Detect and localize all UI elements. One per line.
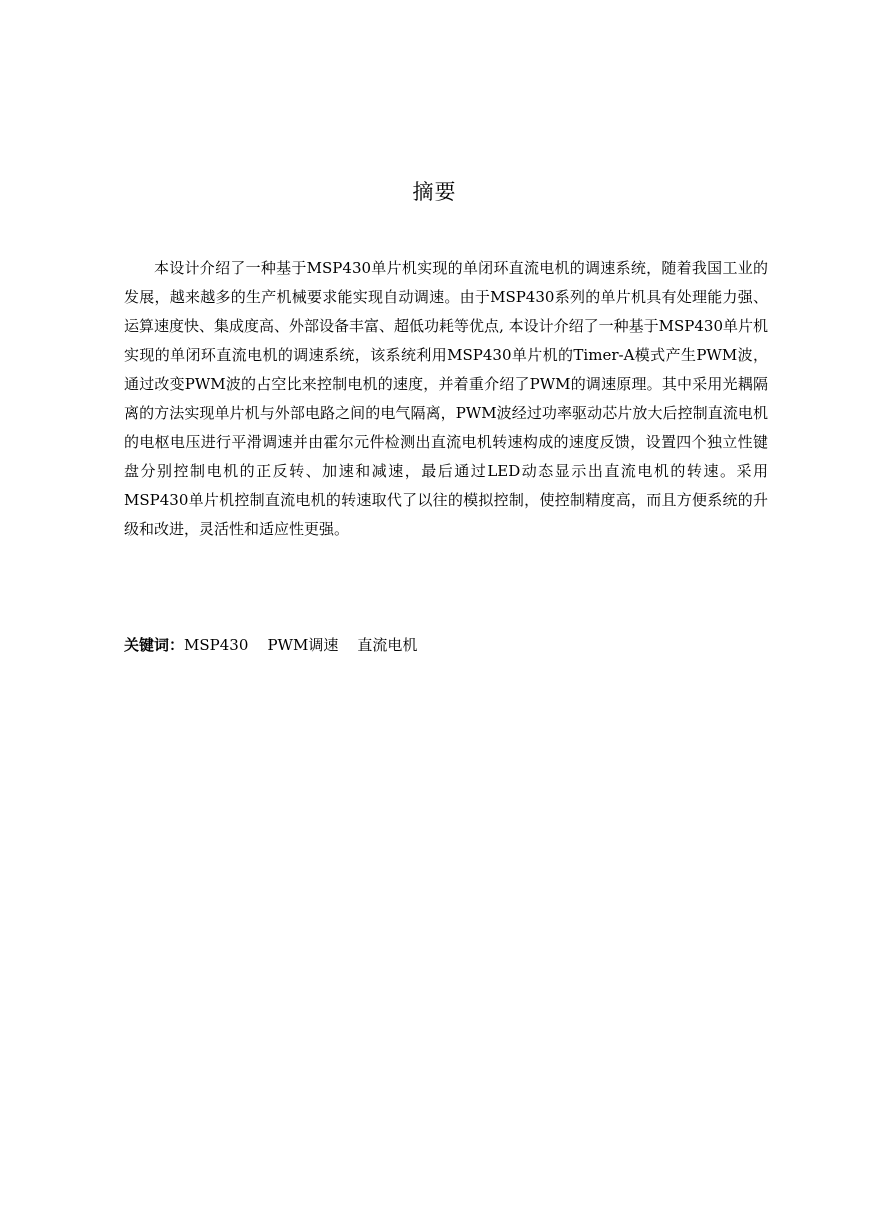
abstract-title: 摘要 (412, 180, 457, 204)
abstract-body: 本设计介绍了一种基于MSP430单片机实现的单闭环直流电机的调速系统，随着我国工业的发展，越来越多的生产机械要求能实现自动调速。由于MSP430系列的单片机具有处理能力强、运算速度快、集成度高、外部设备丰富、超低功耗等优点, 本设计介绍了一种基于MSP430单片机实现的单闭环直流电机的调速系统，该系统利用MSP430单片机的Timer-A模式产生PWM波，通过改变PWM波的占空比来控制电机的速度，并着重介绍了PWM的调速原理。其中采用光耦隔离的方法实现单片机与外部电路之间的电气隔离，PWM波经过功率驱动芯片放大后控制直流电机的电枢电压进行平滑调速并由霍尔元件检测出直流电机转速构成的速度反馈，设置四个独立性键盘分别控制电机的正反转、加速和减速，最后通过LED动态显示出直流电机的转速。采用MSP430单片机控制直流电机的转速取代了以往的模拟控制，使控制精度高，而且方便系统的升级和改进，灵活性和适应性更强。 (124, 259, 768, 538)
keywords-label: 关键词： (124, 636, 185, 654)
keywords-value: MSP430 PWM调速 直流电机 (184, 636, 418, 654)
keywords-line (124, 632, 768, 658)
